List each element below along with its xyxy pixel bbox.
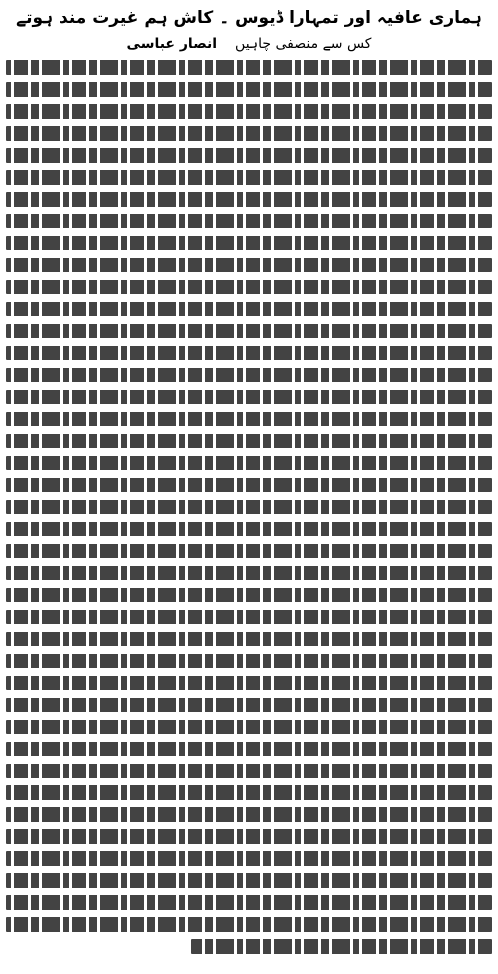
body-text-line	[6, 280, 492, 295]
body-text-line	[6, 566, 492, 581]
body-text-line	[6, 895, 492, 910]
body-text-line	[6, 148, 492, 163]
article-body	[6, 60, 492, 954]
body-text-line	[6, 676, 492, 691]
body-text-line	[6, 544, 492, 559]
body-text-line	[6, 258, 492, 273]
body-text-line	[6, 60, 492, 75]
body-text-line	[6, 104, 492, 119]
body-text-line	[6, 742, 492, 757]
body-text-line	[6, 500, 492, 515]
body-text-line	[6, 873, 492, 888]
body-text-line	[6, 610, 492, 625]
article-author: انصار عباسی	[126, 36, 218, 52]
article-subheading: کس سے منصفی چاہیں	[235, 36, 372, 52]
body-text-line	[6, 236, 492, 251]
body-text-line	[6, 478, 492, 493]
body-text-line	[6, 434, 492, 449]
body-text-line	[6, 917, 492, 932]
body-text-line	[6, 214, 492, 229]
body-text-line	[6, 412, 492, 427]
body-text-line	[6, 785, 492, 800]
body-text-line	[6, 456, 492, 471]
article-byline	[6, 34, 492, 54]
body-text-line	[6, 632, 492, 647]
body-text-line	[6, 522, 492, 537]
body-text-line	[6, 390, 492, 405]
body-text-line	[6, 698, 492, 713]
body-text-line	[6, 324, 492, 339]
body-text-line	[6, 807, 492, 822]
article-headline: ہماری عافیہ اور تمہارا ڈیوس ۔ کاش ہم غیرت مند ہوتے	[16, 8, 482, 28]
body-text-line	[6, 192, 492, 207]
body-text-line	[6, 346, 492, 361]
body-text-line	[6, 126, 492, 141]
body-text-line	[6, 170, 492, 185]
body-text-line	[6, 82, 492, 97]
body-text-line	[6, 720, 492, 735]
body-text-line	[6, 764, 492, 779]
body-text-line	[6, 302, 492, 317]
body-text-line	[6, 851, 492, 866]
body-text-line	[6, 829, 492, 844]
body-text-line	[6, 588, 492, 603]
body-text-line	[6, 654, 492, 669]
body-text-line	[6, 368, 492, 383]
body-text-line	[191, 939, 492, 954]
